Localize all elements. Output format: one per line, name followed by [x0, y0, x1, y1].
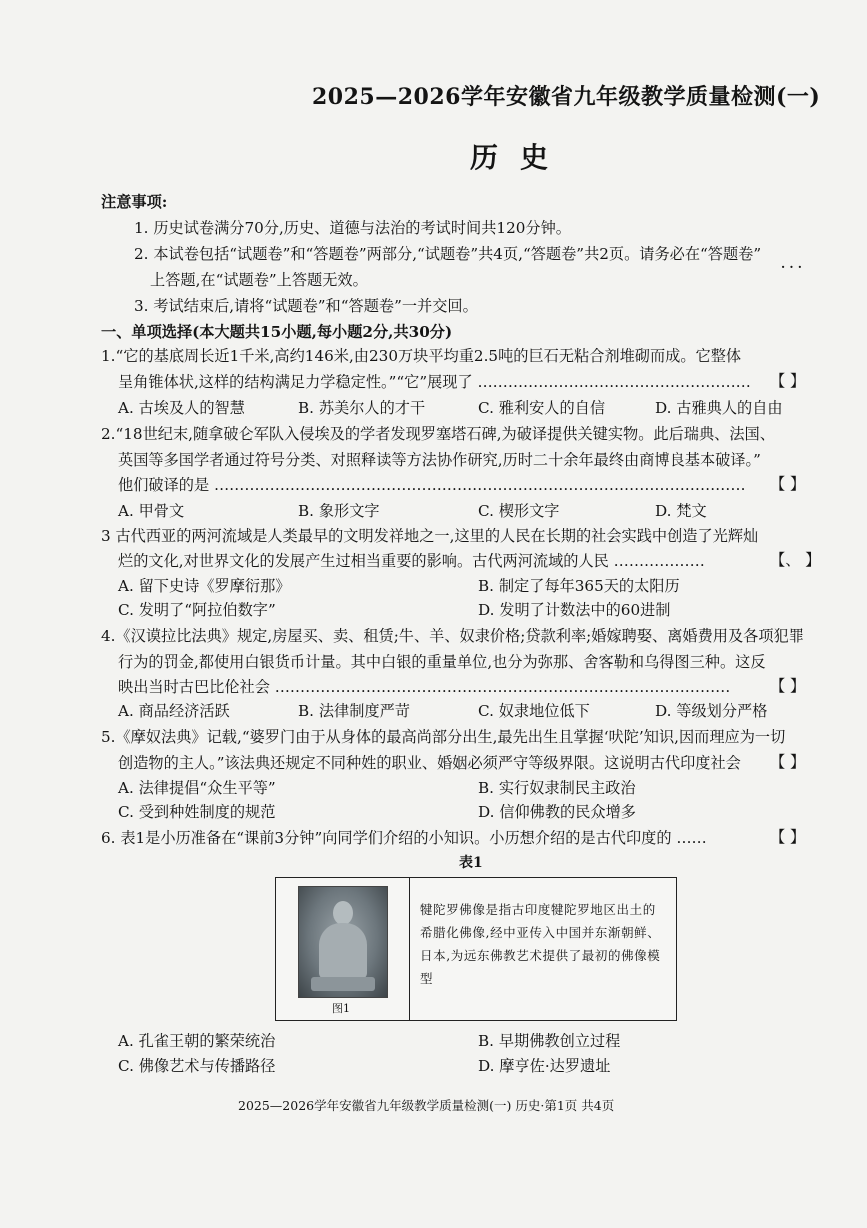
answer-bracket: 【 】: [770, 828, 806, 846]
answer-bracket: 【 】: [770, 677, 806, 695]
option: A. 孔雀王朝的繁荣统治: [118, 1032, 276, 1050]
note-item: 1. 历史试卷满分70分,历史、道德与法治的考试时间共120分钟。: [134, 219, 571, 237]
option: D. 发明了计数法中的60进制: [478, 601, 671, 619]
question-2-line: 2.“18世纪末,随拿破仑军队入侵埃及的学者发现罗塞塔石碑,为破译提供关键实物。此后瑞典、法国、: [101, 425, 775, 443]
option: D. 等级划分严格: [655, 702, 768, 720]
option: C. 佛像艺术与传播路径: [118, 1057, 276, 1075]
option: B. 苏美尔人的才干: [298, 399, 426, 417]
exam-title: 2025—2026学年安徽省九年级教学质量检测(一): [312, 84, 821, 110]
option: D. 信仰佛教的民众增多: [478, 803, 636, 821]
note-item: 3. 考试结束后,请将“试题卷”和“答题卷”一并交回。: [134, 297, 478, 315]
option: B. 法律制度严苛: [298, 702, 410, 720]
option: A. 甲骨文: [118, 502, 185, 520]
option: A. 留下史诗《罗摩衍那》: [118, 577, 291, 595]
figure-label: 图1: [332, 1002, 350, 1015]
option: A. 商品经济活跃: [118, 702, 230, 720]
subject-title: 历史: [470, 141, 571, 174]
option: B. 制定了每年365天的太阳历: [478, 577, 680, 595]
question-3-line: 3 古代西亚的两河流域是人类最早的文明发祥地之一,这里的人民在长期的社会实践中创造了光辉灿: [101, 527, 759, 545]
option: A. 法律提倡“众生平等”: [118, 779, 276, 797]
question-4-line: 映出当时古巴比伦社会 ………………………………………………………………………………: [118, 678, 731, 696]
option: C. 楔形文字: [478, 502, 560, 520]
note-item: 2. 本试卷包括“试题卷”和“答题卷”两部分,“试题卷”共4页,“答题卷”共2页。请务必在“答题卷”: [134, 245, 762, 263]
question-3-line: 烂的文化,对世界文化的发展产生过相当重要的影响。古代两河流域的人民 ………………: [118, 552, 705, 570]
option: B. 早期佛教创立过程: [478, 1032, 621, 1050]
question-5-line: 5.《摩奴法典》记载,“婆罗门由于从身体的最高尚部分出生,最先出生且掌握‘吠陀’知识,因而理应为一切: [101, 728, 786, 746]
option: D. 古雅典人的自由: [655, 399, 783, 417]
answer-bracket: 【 】: [770, 372, 806, 390]
option: C. 发明了“阿拉伯数字”: [118, 601, 276, 619]
knowledge-table: [275, 877, 677, 1021]
table-caption: 表1: [459, 855, 483, 871]
notes-heading: 注意事项:: [101, 193, 168, 211]
answer-bracket: 【 】: [770, 475, 806, 493]
option: C. 受到种姓制度的规范: [118, 803, 276, 821]
answer-bracket: 【、 】: [770, 551, 821, 569]
question-5-line: 创造物的主人。”该法典还规定不同种姓的职业、婚姻必须严守等级界限。这说明古代印度社会: [118, 754, 741, 772]
question-1-line: 呈角锥体状,这样的结构满足力学稳定性。”“它”展现了 ………………………………………………: [118, 373, 751, 391]
note-item: 上答题,在“试题卷”上答题无效。: [150, 271, 368, 289]
option: A. 古埃及人的智慧: [118, 399, 245, 417]
emphasis-dots: · · ·: [781, 260, 802, 274]
option: B. 实行奴隶制民主政治: [478, 779, 636, 797]
question-2-line: 他们破译的是 ……………………………………………………………………………………………: [118, 476, 746, 494]
question-6-line: 6. 表1是小历准备在“课前3分钟”向同学们介绍的小知识。小历想介绍的是古代印度的 ……: [101, 829, 707, 847]
question-2-line: 英国等多国学者通过符号分类、对照释读等方法协作研究,历时二十余年最终由商博良基本破译。”: [118, 451, 761, 469]
option: D. 摩亨佐·达罗遗址: [478, 1057, 611, 1075]
option: C. 奴隶地位低下: [478, 702, 590, 720]
section-heading: 一、单项选择(本大题共15小题,每小题2分,共30分): [101, 323, 453, 341]
question-1-line: 1.“它的基底周长近1千米,高约146米,由230万块平均重2.5吨的巨石无粘合剂堆砌而成。它整体: [101, 347, 742, 365]
table-text: 犍陀罗佛像是指古印度犍陀罗地区出土的希腊化佛像,经中亚传入中国并东渐朝鲜、日本,为远东佛教艺术提供了最初的佛像模型: [420, 902, 661, 986]
buddha-statue-image: [298, 886, 388, 998]
page-footer: 2025—2026学年安徽省九年级教学质量检测(一) 历史·第1页 共4页: [238, 1098, 615, 1113]
figure-cell: [276, 878, 410, 1020]
option: C. 雅利安人的自信: [478, 399, 606, 417]
question-4-line: 行为的罚金,都使用白银货币计量。其中白银的重量单位,也分为弥那、舍客勒和乌得图三种。这反: [118, 653, 766, 671]
option: D. 梵文: [655, 502, 707, 520]
answer-bracket: 【 】: [770, 753, 806, 771]
question-4-line: 4.《汉谟拉比法典》规定,房屋买、卖、租赁;牛、羊、奴隶价格;贷款利率;婚嫁聘娶、离婚费用及各项犯罪: [101, 627, 804, 645]
option: B. 象形文字: [298, 502, 380, 520]
